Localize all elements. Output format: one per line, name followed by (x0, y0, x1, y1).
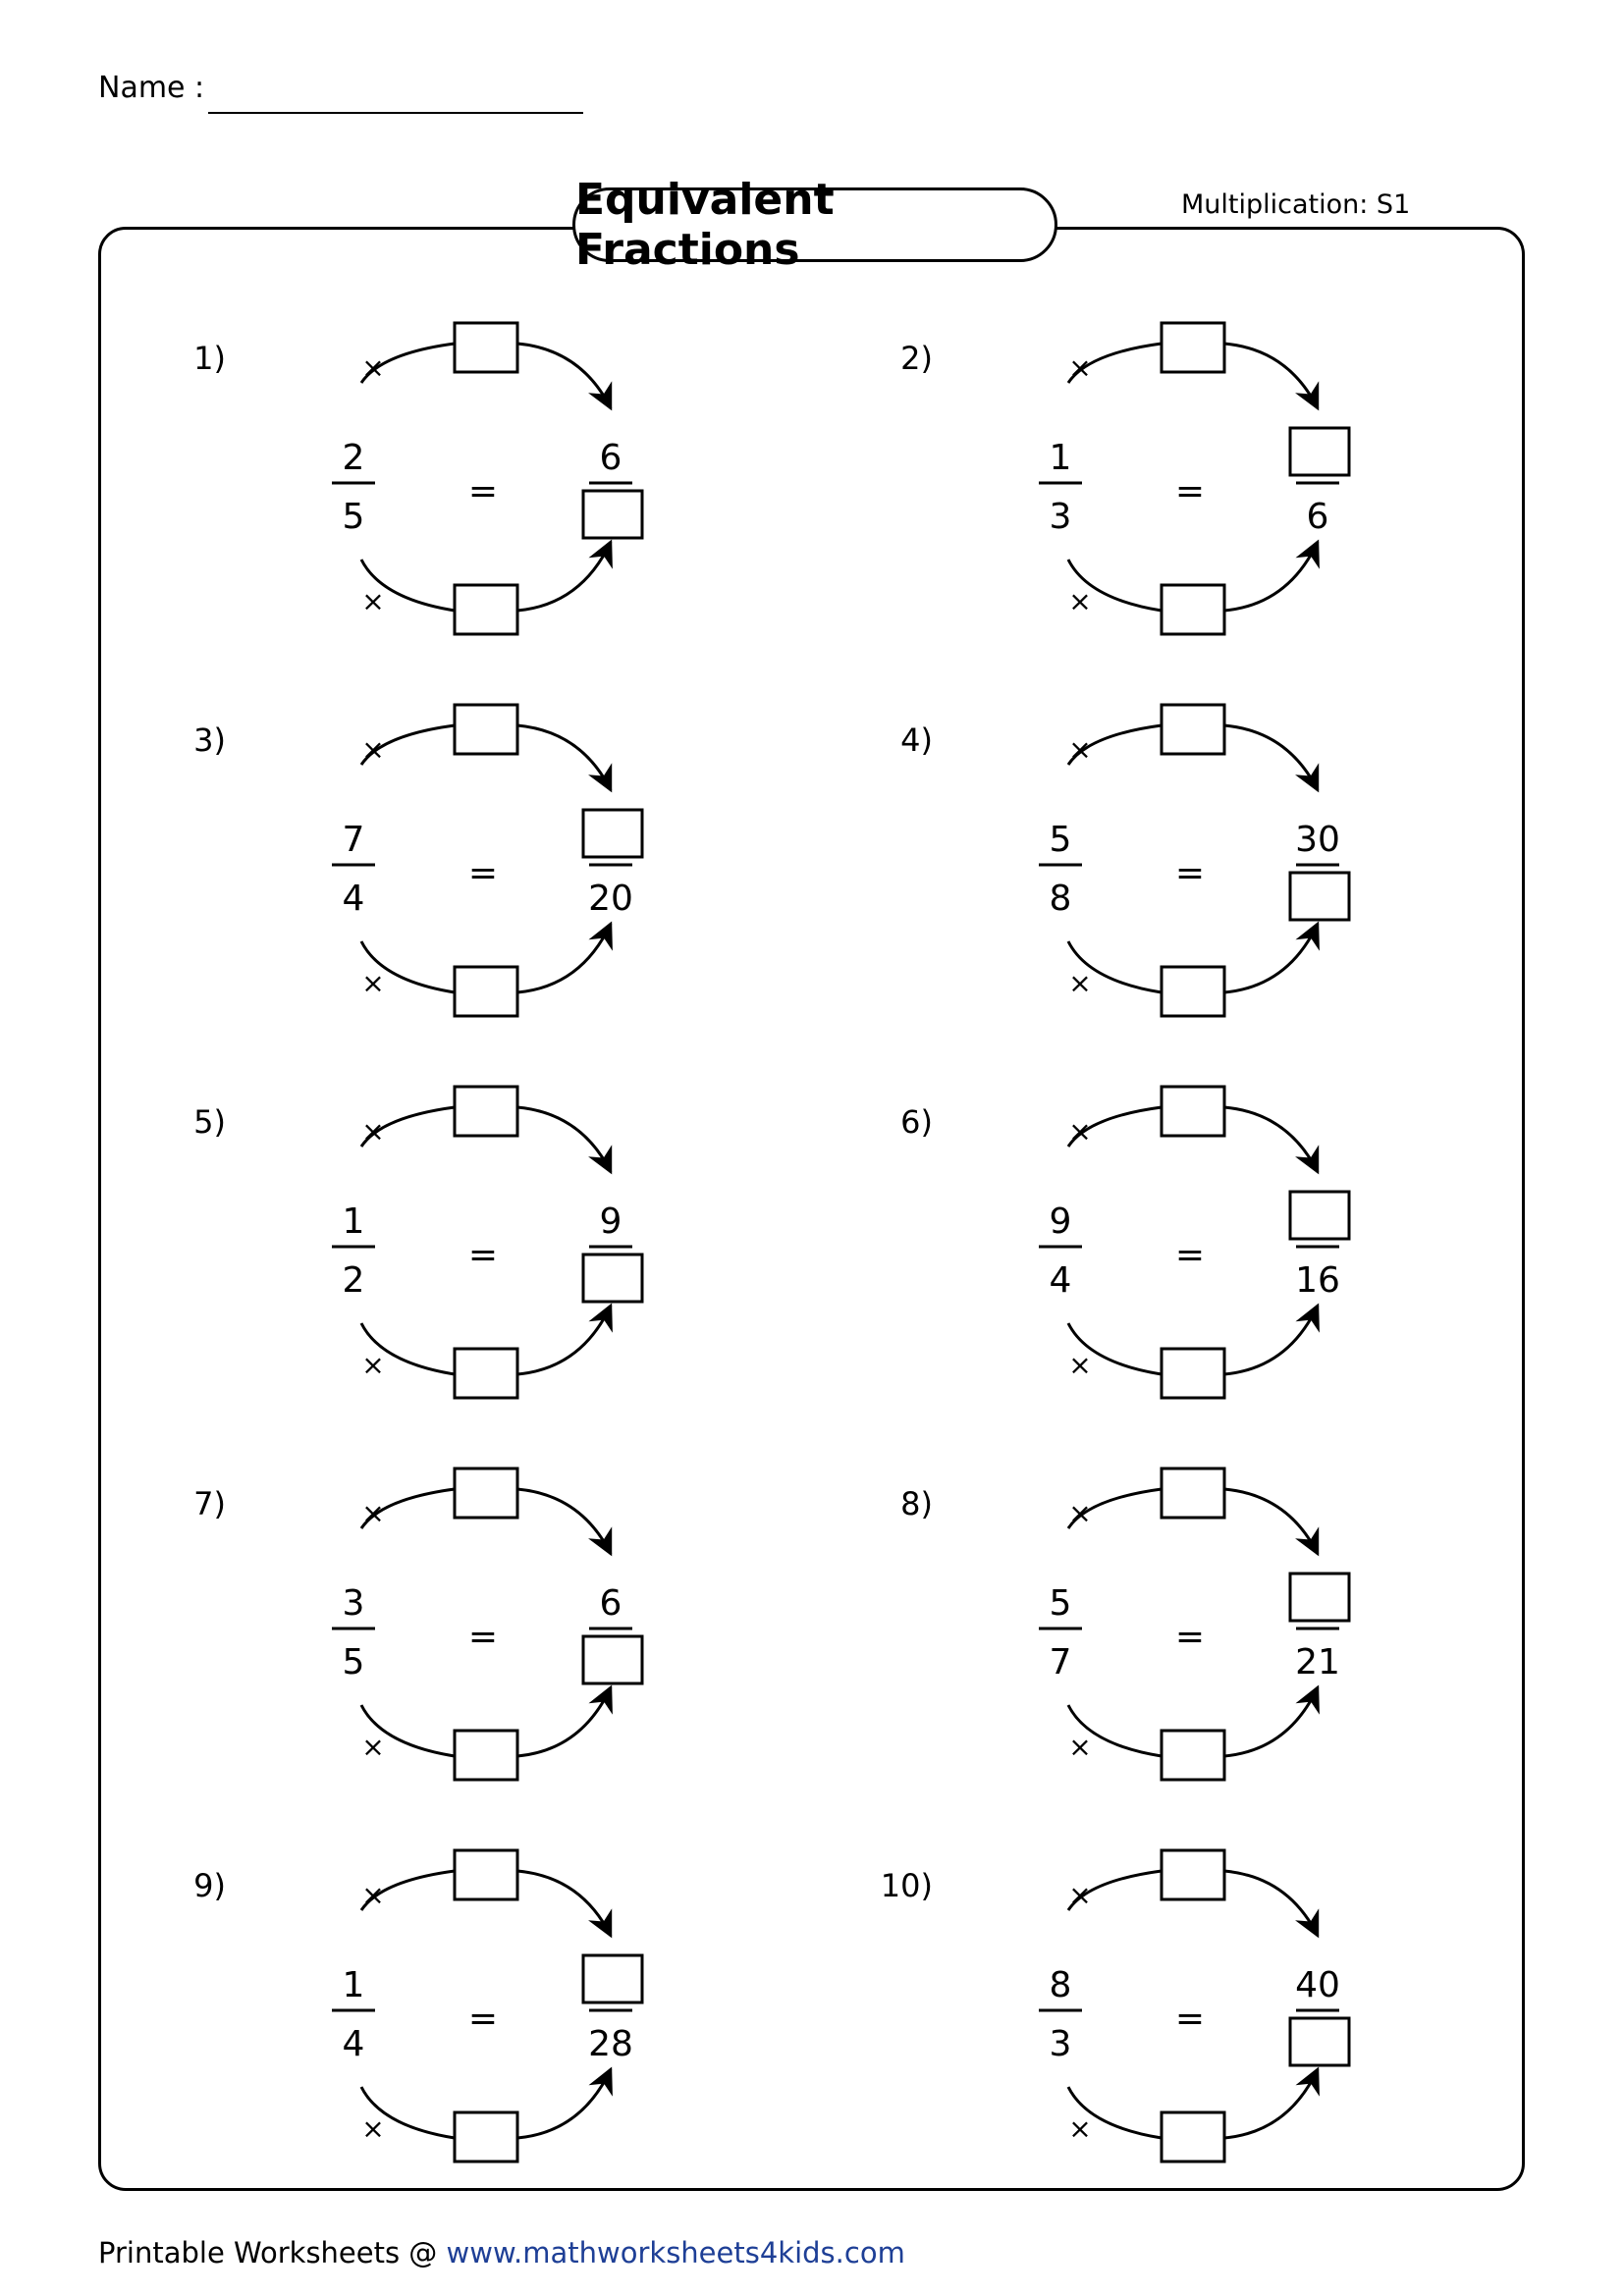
problem-item (193, 1088, 628, 1402)
multiplier-box-bottom[interactable] (455, 585, 517, 634)
problem-number: 8) (900, 1485, 933, 1522)
multiplier-box-top[interactable] (455, 323, 517, 372)
problem-item (880, 1851, 1340, 2165)
top-arc-arrow (517, 1871, 611, 1936)
left-denominator: 5 (342, 497, 365, 537)
equals-sign: = (467, 1999, 499, 2039)
times-symbol: × (1068, 351, 1092, 384)
left-denominator: 4 (342, 2024, 365, 2064)
bottom-arc-arrow (517, 1306, 611, 1374)
fraction-diagram (216, 1088, 628, 1402)
name-field[interactable] (208, 112, 583, 114)
problem-number: 2) (900, 340, 933, 377)
right-denominator: 28 (588, 2024, 633, 2064)
equals-sign: = (467, 471, 499, 511)
equals-sign: = (467, 1235, 499, 1275)
footer (98, 2236, 905, 2269)
times-symbol: × (1068, 2112, 1092, 2145)
multiplier-box-bottom[interactable] (1162, 2112, 1224, 2162)
equals-sign: = (467, 1617, 499, 1657)
problem-item (900, 706, 1340, 1020)
equals-sign: = (1174, 853, 1206, 893)
left-numerator: 8 (1049, 1965, 1072, 2005)
left-denominator: 4 (342, 879, 365, 919)
left-numerator: 2 (342, 438, 365, 478)
times-symbol: × (361, 351, 385, 384)
times-symbol: × (361, 1879, 385, 1911)
multiplier-box-bottom[interactable] (455, 2112, 517, 2162)
problem-number: 6) (900, 1103, 933, 1141)
page-title: Equivalent Fractions (572, 187, 1057, 262)
top-arc-arrow (1224, 1107, 1318, 1172)
multiplier-box-bottom[interactable] (1162, 1731, 1224, 1780)
multiplier-box-bottom[interactable] (1162, 1349, 1224, 1398)
times-symbol: × (361, 1349, 385, 1381)
bottom-arc-arrow (517, 2069, 611, 2138)
left-denominator: 2 (342, 1260, 365, 1301)
problem-number: 3) (193, 721, 226, 759)
bottom-arc-arrow (1224, 1687, 1318, 1756)
times-symbol: × (1068, 1115, 1092, 1148)
multiplier-box-bottom[interactable] (455, 1349, 517, 1398)
answer-box-numerator[interactable] (1290, 428, 1349, 475)
left-numerator: 1 (342, 1201, 365, 1242)
multiplier-box-bottom[interactable] (455, 967, 517, 1016)
fraction-diagram (923, 1851, 1340, 2165)
multiplier-box-bottom[interactable] (455, 1731, 517, 1780)
top-arc-arrow (1224, 725, 1318, 790)
answer-box-numerator[interactable] (1290, 1192, 1349, 1239)
fraction-diagram (216, 1469, 628, 1784)
fraction-diagram (923, 706, 1340, 1020)
bottom-arc-arrow (1224, 1306, 1318, 1374)
right-denominator: 6 (1306, 497, 1329, 537)
multiplier-box-top[interactable] (1162, 323, 1224, 372)
answer-box-numerator[interactable] (1290, 1574, 1349, 1621)
right-denominator: 21 (1295, 1642, 1340, 1682)
name-label: Name : (98, 71, 205, 105)
times-symbol: × (1068, 733, 1092, 766)
left-denominator: 3 (1049, 2024, 1072, 2064)
answer-box-denominator[interactable] (583, 1255, 642, 1302)
top-arc-arrow (517, 1489, 611, 1554)
times-symbol: × (361, 1497, 385, 1529)
times-symbol: × (1068, 1731, 1092, 1763)
problem-number: 7) (193, 1485, 226, 1522)
times-symbol: × (361, 1115, 385, 1148)
fraction-diagram (923, 1469, 1340, 1784)
problem-number: 5) (193, 1103, 226, 1141)
fraction-diagram (216, 324, 628, 638)
answer-box-denominator[interactable] (1290, 2018, 1349, 2065)
problem-number: 10) (880, 1867, 933, 1904)
bottom-arc-arrow (517, 1687, 611, 1756)
fraction-diagram (216, 706, 633, 1020)
times-symbol: × (361, 733, 385, 766)
fraction-diagram (216, 1851, 633, 2165)
multiplier-box-top[interactable] (455, 1087, 517, 1136)
top-arc-arrow (517, 1107, 611, 1172)
multiplier-box-top[interactable] (455, 705, 517, 754)
top-arc-arrow (1224, 1489, 1318, 1554)
left-denominator: 5 (342, 1642, 365, 1682)
answer-box-denominator[interactable] (583, 491, 642, 538)
left-numerator: 5 (1049, 820, 1072, 860)
top-arc-arrow (1224, 1871, 1318, 1936)
top-arc-arrow (517, 725, 611, 790)
footer-link[interactable]: www.mathworksheets4kids.com (446, 2236, 905, 2269)
problem-item (193, 1469, 628, 1784)
problem-item (900, 324, 1335, 638)
right-denominator: 16 (1295, 1260, 1340, 1301)
footer-prefix: Printable Worksheets @ (98, 2236, 447, 2269)
left-numerator: 1 (1049, 438, 1072, 478)
right-numerator: 40 (1295, 1965, 1340, 2005)
equals-sign: = (1174, 1617, 1206, 1657)
times-symbol: × (361, 967, 385, 999)
bottom-arc-arrow (517, 924, 611, 992)
multiplier-box-bottom[interactable] (1162, 967, 1224, 1016)
times-symbol: × (361, 585, 385, 617)
problem-number: 1) (193, 340, 226, 377)
bottom-arc-arrow (1224, 542, 1318, 611)
equals-sign: = (1174, 471, 1206, 511)
multiplier-box-top[interactable] (1162, 1850, 1224, 1899)
bottom-arc-arrow (1224, 924, 1318, 992)
left-denominator: 3 (1049, 497, 1072, 537)
answer-box-numerator[interactable] (583, 810, 642, 857)
problem-item (900, 1469, 1340, 1784)
right-numerator: 30 (1295, 820, 1340, 860)
times-symbol: × (361, 2112, 385, 2145)
problem-item (193, 324, 628, 638)
equals-sign: = (1174, 1235, 1206, 1275)
multiplier-box-top[interactable] (1162, 1087, 1224, 1136)
right-numerator: 9 (599, 1201, 622, 1242)
problem-item (193, 706, 633, 1020)
times-symbol: × (1068, 1879, 1092, 1911)
problem-item (900, 1088, 1340, 1402)
left-numerator: 3 (342, 1583, 365, 1624)
times-symbol: × (1068, 585, 1092, 617)
right-denominator: 20 (588, 879, 633, 919)
multiplier-box-top[interactable] (1162, 705, 1224, 754)
multiplier-box-top[interactable] (1162, 1468, 1224, 1518)
answer-box-numerator[interactable] (583, 1955, 642, 2002)
left-numerator: 7 (342, 820, 365, 860)
problem-number: 4) (900, 721, 933, 759)
top-arc-arrow (1224, 344, 1318, 408)
left-numerator: 1 (342, 1965, 365, 2005)
answer-box-denominator[interactable] (1290, 873, 1349, 920)
worksheet-subtitle: Multiplication: S1 (1181, 189, 1411, 220)
left-denominator: 7 (1049, 1642, 1072, 1682)
times-symbol: × (1068, 967, 1092, 999)
left-denominator: 8 (1049, 879, 1072, 919)
equals-sign: = (467, 853, 499, 893)
left-numerator: 9 (1049, 1201, 1072, 1242)
multiplier-box-top[interactable] (455, 1850, 517, 1899)
fraction-diagram (923, 324, 1335, 638)
bottom-arc-arrow (1224, 2069, 1318, 2138)
answer-box-denominator[interactable] (583, 1636, 642, 1683)
times-symbol: × (1068, 1349, 1092, 1381)
multiplier-box-bottom[interactable] (1162, 585, 1224, 634)
fraction-diagram (923, 1088, 1340, 1402)
problem-number: 9) (193, 1867, 226, 1904)
left-denominator: 4 (1049, 1260, 1072, 1301)
right-numerator: 6 (599, 438, 622, 478)
times-symbol: × (361, 1731, 385, 1763)
times-symbol: × (1068, 1497, 1092, 1529)
equals-sign: = (1174, 1999, 1206, 2039)
problem-item (193, 1851, 633, 2165)
left-numerator: 5 (1049, 1583, 1072, 1624)
right-numerator: 6 (599, 1583, 622, 1624)
top-arc-arrow (517, 344, 611, 408)
bottom-arc-arrow (517, 542, 611, 611)
multiplier-box-top[interactable] (455, 1468, 517, 1518)
